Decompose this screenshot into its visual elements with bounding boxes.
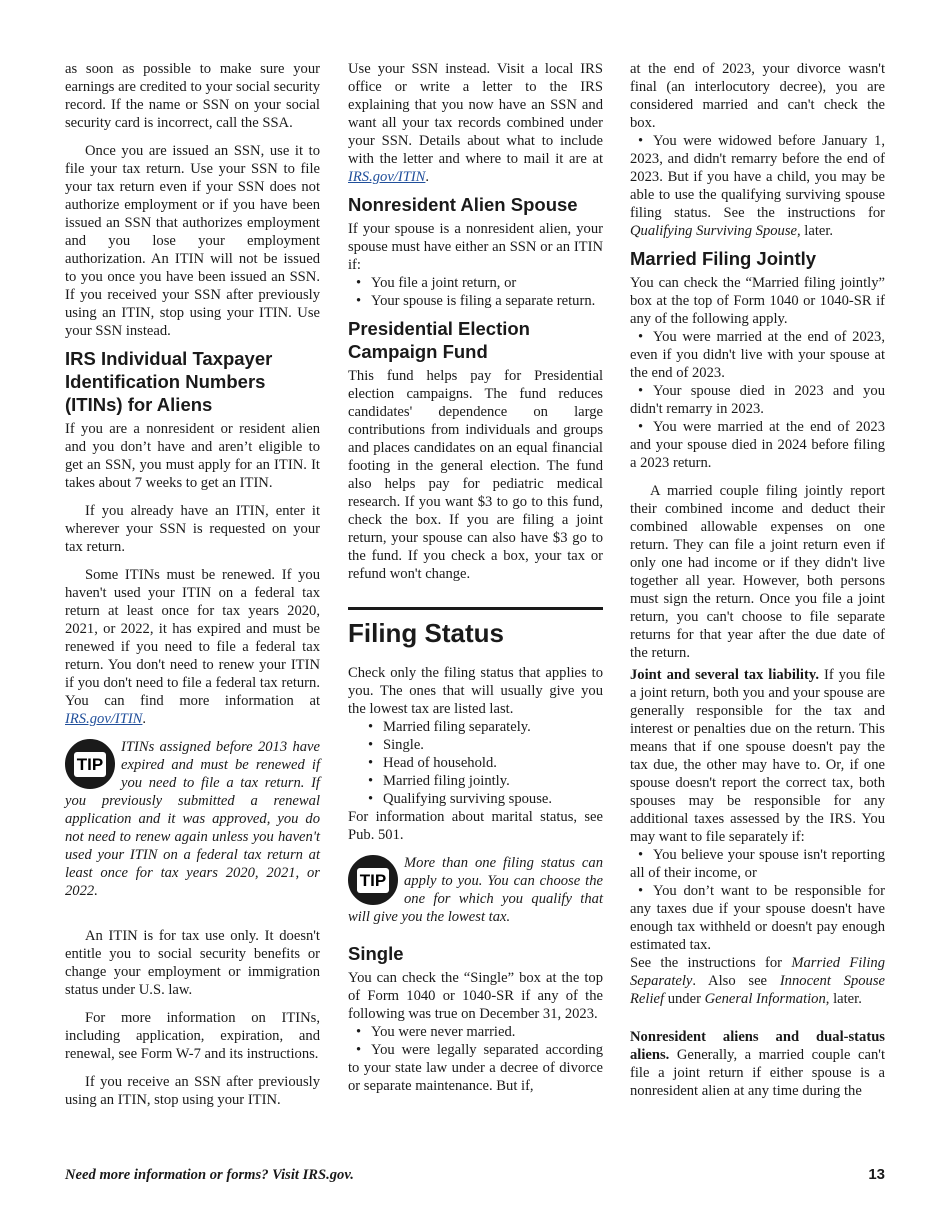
list-item: • You believe your spouse isn't reporting all of their income, or: [630, 846, 885, 882]
list-item: • You don’t want to be responsible for any taxes due if your spouse doesn't have enough tax withheld or doesn't pay enough estimated tax.: [630, 882, 885, 954]
filing-status-list: [348, 718, 603, 808]
column-3: [630, 60, 885, 1100]
paragraph: You can check the “Single” box at the top of Form 1040 or 1040-SR if any of the following was true on December 31, 2023.: [348, 970, 603, 1022]
list-item: • Your spouse is filing a separate return.: [348, 292, 603, 310]
itin-link[interactable]: IRS.gov/ITIN: [348, 169, 426, 185]
list-item: • Married filing jointly.: [368, 772, 603, 790]
list-item: • Head of household.: [368, 754, 603, 772]
paragraph-text: under: [664, 991, 705, 1007]
section-heading-filing-status: Filing Status: [348, 618, 504, 648]
paragraph: [630, 954, 885, 1008]
paragraph: [630, 666, 885, 846]
paragraph-text: Generally, a married couple can't file a joint return if either spouse is a nonresident alien at any time during the: [630, 1047, 885, 1099]
list-item: • Single.: [368, 736, 603, 754]
list-item-text: You were widowed before January 1, 2023, and didn't remarry before the end of 2023. But if you have a child, you may be able to use the qualifying surviving spouse filing status. See the instructions for: [630, 133, 885, 221]
paragraph-text: See the instructions for: [630, 955, 792, 971]
itin-link[interactable]: IRS.gov/ITIN: [65, 711, 143, 727]
paragraph-text: . Also see: [692, 973, 780, 989]
paragraph: at the end of 2023, your divorce wasn't final (an interlocutory decree), you are considered married and can't check the box.: [630, 61, 885, 131]
section-divider: [348, 607, 603, 610]
reference-italic: Married Filing Separately: [630, 955, 885, 989]
column-2: [348, 60, 603, 1095]
paragraph-title: Joint and several tax liability.: [630, 667, 819, 683]
column-1: [65, 60, 320, 1109]
footer-note: Need more information or forms? Visit IRS.gov.: [65, 1167, 354, 1183]
paragraph: [65, 566, 320, 728]
paragraph: Check only the filing status that applies to you. The ones that will usually give you the lowest tax are listed last.: [348, 665, 603, 717]
list-item: • You were never married.: [348, 1023, 603, 1041]
tip-text: ITINs assigned before 2013 have expired and must be renewed if you need to file a tax return. If you previously submitted a renewal application and it was approved, you do not need to renew again unless you haven't used your ITIN on a federal tax return at least once for tax years 2020, 2021, or 2022.: [65, 739, 320, 899]
list-item: • Qualifying surviving spouse.: [368, 790, 603, 808]
list-item: • You were married at the end of 2023, even if you didn't live with your spouse at the end of 2023.: [630, 328, 885, 382]
reference-italic: Qualifying Surviving Spouse: [630, 223, 797, 239]
list-item-text: , later.: [797, 223, 834, 239]
section-heading-single: Single: [348, 943, 404, 964]
paragraph: If you already have an ITIN, enter it wherever your SSN is requested on your tax return.: [65, 503, 320, 555]
reference-italic: Innocent Spouse Relief: [630, 973, 885, 1007]
paragraph: This fund helps pay for Presidential election campaigns. The fund reduces candidates' dependence on large contributions from individuals and groups and places candidates on an equal financial footing in the general election. The fund also helps pay for pediatric medical research. If you want $3 to go to this fund, check the box. If you are filing a joint return, your spouse can also have $3 go to the fund. If you check a box, your tax or refund won't change.: [348, 368, 603, 582]
tip-label: TIP: [357, 868, 389, 893]
list-item: • You file a joint return, or: [348, 274, 603, 292]
paragraph: If your spouse is a nonresident alien, your spouse must have either an SSN or an ITIN if:: [348, 221, 603, 273]
list-item: • You were married at the end of 2023 and your spouse died in 2024 before filing a 2023 return.: [630, 418, 885, 472]
list-item: [630, 132, 885, 240]
paragraph: [348, 60, 603, 186]
paragraph-text: If you file a joint return, both you and your spouse are generally responsible for the tax and interest or penalties due on the return. This means that if one spouse doesn't pay the tax due, the other may have to. Or, if one spouse doesn't report the correct tax, both spouses may be responsible for any additional taxes assessed by the IRS. You may want to file separately if:: [630, 667, 885, 845]
list-item: • Married filing separately.: [368, 718, 603, 736]
paragraph: as soon as possible to make sure your earnings are credited to your social security record. If the name or SSN on your social security card is incorrect, call the SSA.: [65, 61, 320, 131]
paragraph: An ITIN is for tax use only. It doesn't entitle you to social security benefits or change your employment or immigration status under U.S. law.: [65, 928, 320, 998]
paragraph-text: Some ITINs must be renewed. If you haven't used your ITIN on a federal tax return at least once for tax years 2020, 2021, or 2022, it has expired and must be renewed if you need to file a federal tax return. You don't need to renew your ITIN if you don't need to file a federal tax return. You can find more information at: [65, 567, 320, 709]
paragraph-title: Nonresident aliens and dual-status aliens.: [630, 1029, 885, 1063]
tip-label: TIP: [74, 752, 106, 777]
paragraph-text: , later.: [825, 991, 862, 1007]
paragraph: A married couple filing jointly report their combined income and deduct their combined allowable expenses on one return. They can file a joint return even if only one had income or if they didn't live together all year. However, both persons must sign the return. Once you file a joint return, you can't choose to file separate returns for that year after the due date of the return.: [630, 483, 885, 661]
reference-italic: General Information: [704, 991, 826, 1007]
tip-text: More than one filing status can apply to you. You can choose the one for which you qualify that will give you the lowest tax.: [348, 855, 603, 925]
section-heading-presidential-election: Presidential Election Campaign Fund: [348, 318, 530, 362]
tip-icon: [348, 855, 398, 905]
paragraph: For information about marital status, see Pub. 501.: [348, 809, 603, 843]
tip-box: [348, 854, 603, 926]
paragraph: For more information on ITINs, including application, expiration, and renewal, see Form W-7 and its instructions.: [65, 1010, 320, 1062]
paragraph-text: Use your SSN instead. Visit a local IRS office or write a letter to the IRS explaining that you now have an SSN and want all your tax records combined under your SSN. Details about what to include with the letter and where to mail it are at: [348, 61, 603, 167]
section-heading-nonresident-alien-spouse: Nonresident Alien Spouse: [348, 194, 578, 215]
page-number: 13: [868, 1166, 885, 1183]
paragraph: [630, 1028, 885, 1100]
punctuation: .: [142, 711, 147, 727]
section-heading-married-filing-jointly: Married Filing Jointly: [630, 248, 817, 269]
section-heading-itin: IRS Individual Taxpayer Identification Numbers (ITINs) for Aliens: [65, 348, 273, 415]
list-item: • You were legally separated according to your state law under a decree of divorce or separate maintenance. But if,: [348, 1041, 603, 1095]
tip-box: [65, 738, 320, 900]
list-item: • Your spouse died in 2023 and you didn't remarry in 2023.: [630, 382, 885, 418]
tip-icon: [65, 739, 115, 789]
paragraph: If you are a nonresident or resident alien and you don’t have and aren’t eligible to get an SSN, you must apply for an ITIN. It takes about 7 weeks to get an ITIN.: [65, 421, 320, 491]
punctuation: .: [425, 169, 430, 185]
paragraph: If you receive an SSN after previously using an ITIN, stop using your ITIN.: [65, 1074, 320, 1108]
paragraph: Once you are issued an SSN, use it to file your tax return. Use your SSN to file your tax return even if your SSN does not authorize employment or if you have been issued an SSN that authorizes employment and you lose your employment authorization. An ITIN will not be issued to you once you have been issued an SSN. If you received your SSN after previously using an ITIN, stop using your ITIN. Use your SSN instead.: [65, 143, 320, 339]
paragraph: You can check the “Married filing jointly” box at the top of Form 1040 or 1040-SR if any of the following apply.: [630, 275, 885, 327]
